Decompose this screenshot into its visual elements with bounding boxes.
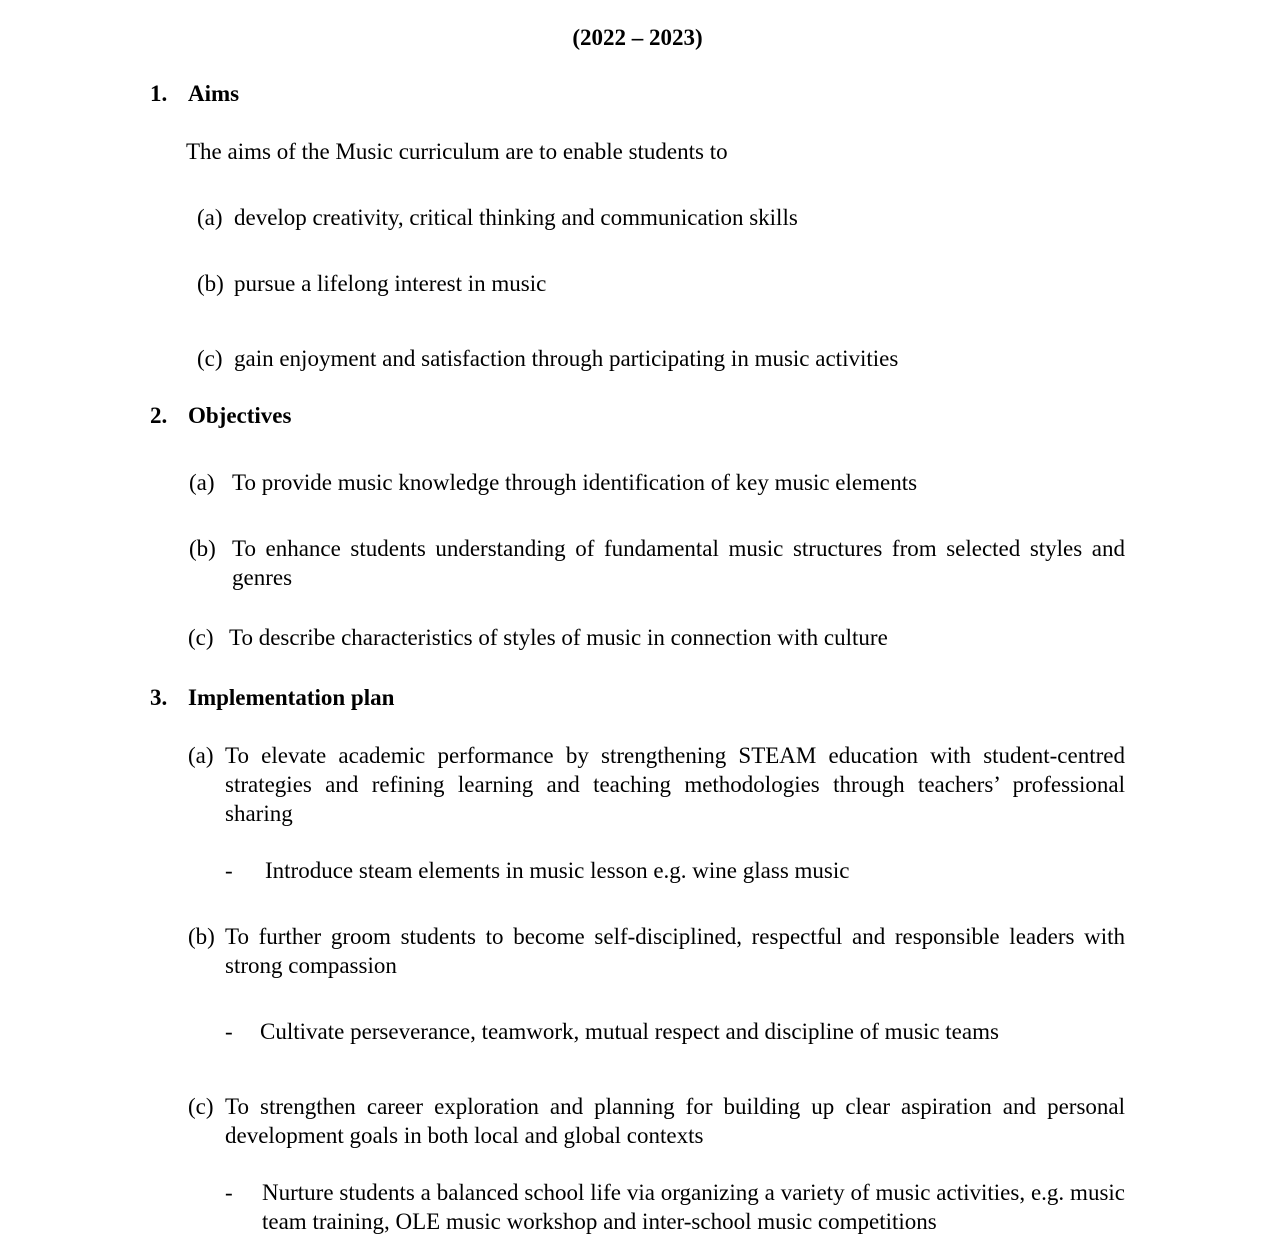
list-marker: (b): [197, 271, 224, 296]
plan-bullet-text: Cultivate perseverance, teamwork, mutual respect and discipline of music teams: [260, 1019, 999, 1044]
aim-item-text: pursue a lifelong interest in music: [234, 271, 547, 296]
section-number: 3.: [150, 685, 168, 710]
plan-item-text: To strengthen career exploration and planning for building up clear aspiration and personal development goals in both local and global contexts: [225, 1094, 1125, 1148]
list-marker: (c): [188, 625, 214, 650]
aim-item-text: develop creativity, critical thinking and communication skills: [234, 205, 798, 230]
list-marker: (a): [197, 205, 223, 230]
section-number: 1.: [150, 81, 168, 106]
objective-item-text: To enhance students understanding of fundamental music structures from selected styles and genres: [232, 536, 1125, 590]
list-marker: (b): [189, 536, 216, 561]
document-year-heading: (2022 – 2023): [572, 25, 703, 50]
section-number: 2.: [150, 403, 168, 428]
bullet-dash: -: [225, 1180, 233, 1205]
section-title-objectives: Objectives: [188, 403, 292, 428]
plan-item-text: To elevate academic performance by strengthening STEAM education with student-centred strategies and refining learning and teaching methodologies through teachers’ professional sharing: [225, 743, 1125, 826]
section-title-aims: Aims: [188, 81, 240, 106]
bullet-dash: -: [225, 1019, 233, 1044]
bullet-dash: -: [225, 858, 233, 883]
aim-item-text: gain enjoyment and satisfaction through participating in music activities: [234, 346, 899, 371]
aims-intro: The aims of the Music curriculum are to enable students to: [186, 139, 728, 164]
list-marker: (c): [197, 346, 223, 371]
list-marker: (b): [188, 924, 215, 949]
objective-item-text: To provide music knowledge through identification of key music elements: [232, 470, 918, 495]
section-title-implementation-plan: Implementation plan: [188, 685, 395, 710]
objective-item-text: To describe characteristics of styles of music in connection with culture: [229, 625, 888, 650]
plan-item-text: To further groom students to become self-disciplined, respectful and responsible leaders with strong compassion: [225, 924, 1125, 978]
list-marker: (a): [189, 470, 215, 495]
plan-bullet-text: Nurture students a balanced school life via organizing a variety of music activities, e.g. music team training, OLE music workshop and inter-school music competitions: [262, 1180, 1125, 1234]
list-marker: (a): [188, 743, 214, 768]
list-marker: (c): [188, 1094, 214, 1119]
plan-bullet-text: Introduce steam elements in music lesson e.g. wine glass music: [265, 858, 850, 883]
